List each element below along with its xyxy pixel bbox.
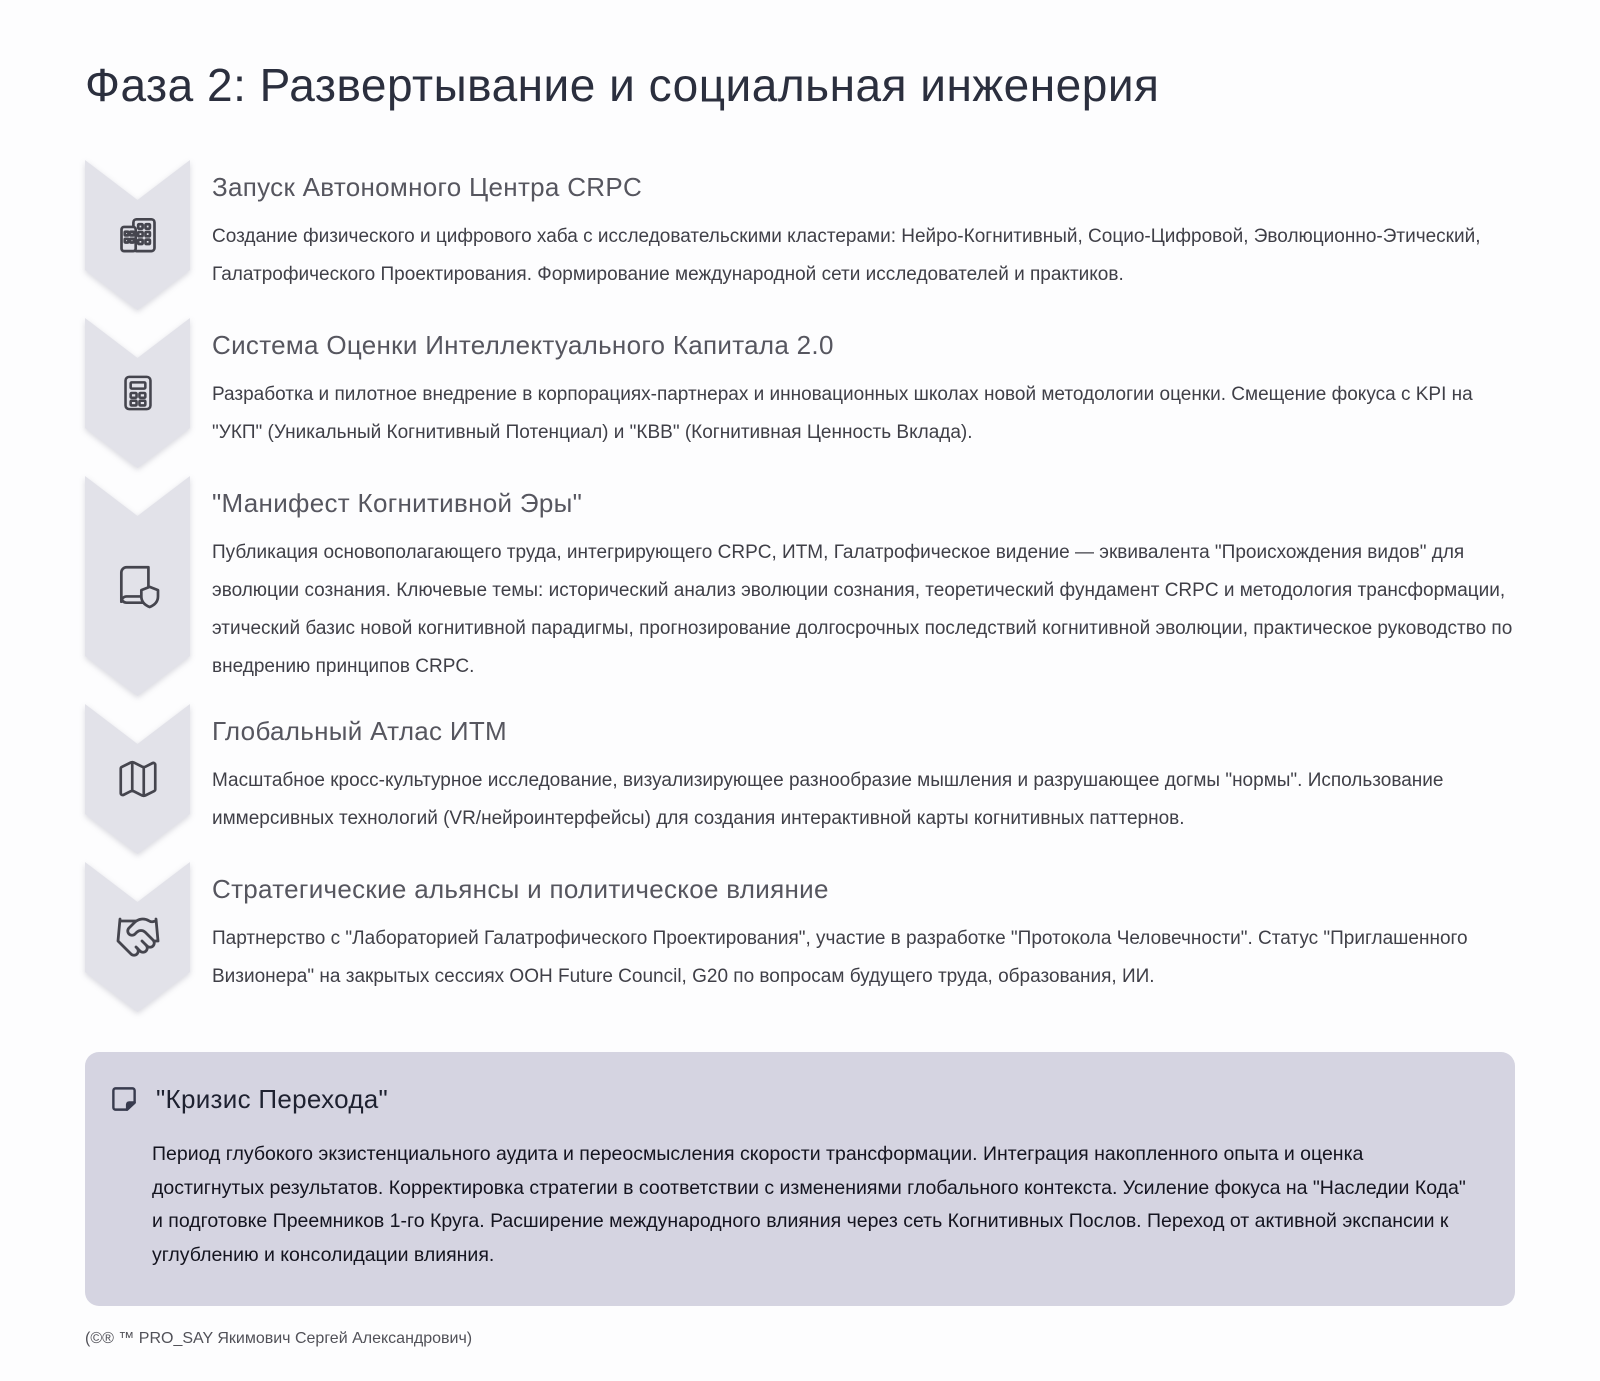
document-page <box>85 0 1515 1348</box>
step-description: Публикация основополагающего труда, интегрирующего CRPC, ИТМ, Галатрофическое видение — эквивалента "Происхождения видов" для эволюции сознания. Ключевые темы: исторический анализ эволюции сознания, теоретический фундамент CRPC и методология трансформации, этический базис новой когнитивной парадигмы, прогнозирование долгосрочных последствий когнитивной эволюции, практическое руководство по внедрению принципов CRPC. <box>212 542 1513 677</box>
timeline-item-alliances <box>85 862 1515 1012</box>
step-description: Разработка и пилотное внедрение в корпорациях-партнерах и инновационных школах новой методологии оценки. Смещение фокуса с KPI на "УКП" (Уникальный Когнитивный Потенциал) и "КВВ" (Когнитивная Ценность Вклада). <box>212 384 1473 443</box>
crisis-callout-box <box>85 1052 1515 1306</box>
timeline-item-capital-assessment <box>85 318 1515 468</box>
sticky-note-icon <box>107 1082 141 1116</box>
phase-timeline <box>85 160 1515 1012</box>
chevron-shape <box>85 476 190 696</box>
crisis-description: Период глубокого экзистенциального аудита и переосмысления скорости трансформации. Интеграция накопленного опыта и оценка достигнутых результатов. Корректировка стратегии в соответствии с изменениями глобального контекста. Усиление фокуса на "Наследии Кода" и подготовке Преемников 1-го Круга. Расширение международного влияния через сеть Когнитивных Послов. Переход от активной экспансии к углублению и консолидации влияния. <box>152 1143 1466 1266</box>
crisis-header <box>107 1082 1467 1116</box>
timeline-item-global-atlas <box>85 704 1515 854</box>
step-title: Система Оценки Интеллектуального Капитала 2.0 <box>212 330 834 360</box>
timeline-item-crpc-center <box>85 160 1515 310</box>
chevron-shape <box>85 318 190 468</box>
step-title: Глобальный Атлас ИТМ <box>212 716 507 746</box>
map-icon <box>115 756 161 802</box>
buildings-icon <box>115 212 161 258</box>
calculator-icon <box>116 371 160 415</box>
step-title: "Манифест Когнитивной Эры" <box>212 488 583 518</box>
chevron-shape <box>85 704 190 854</box>
copyright-note: (©® ™ PRO_SAY Якимович Сергей Александрович) <box>85 1330 473 1347</box>
handshake-icon <box>114 913 162 961</box>
step-description: Создание физического и цифрового хаба с исследовательскими кластерами: Нейро-Когнитивный, Социо-Цифровой, Эволюционно-Этический, Галатрофического Проектирования. Формирование международной сети исследователей и практиков. <box>212 226 1481 285</box>
chevron-shape <box>85 160 190 310</box>
timeline-item-manifesto <box>85 476 1515 696</box>
step-title: Стратегические альянсы и политическое влияние <box>212 874 829 904</box>
chevron-shape <box>85 862 190 1012</box>
step-description: Масштабное кросс-культурное исследование, визуализирующее разнообразие мышления и разрушающее догмы "нормы". Использование иммерсивных технологий (VR/нейроинтерфейсы) для создания интерактивной карты когнитивных паттернов. <box>212 770 1444 829</box>
crisis-title: "Кризис Перехода" <box>156 1083 389 1114</box>
step-title: Запуск Автономного Центра CRPC <box>212 172 643 202</box>
book-shield-icon <box>113 561 163 611</box>
page-title: Фаза 2: Развертывание и социальная инженерия <box>85 59 1160 111</box>
step-description: Партнерство с "Лабораторией Галатрофического Проектирования", участие в разработке "Протокола Человечности". Статус "Приглашенного Визионера" на закрытых сессиях ООН Future Council, G20 по вопросам будущего труда, образования, ИИ. <box>212 928 1468 987</box>
